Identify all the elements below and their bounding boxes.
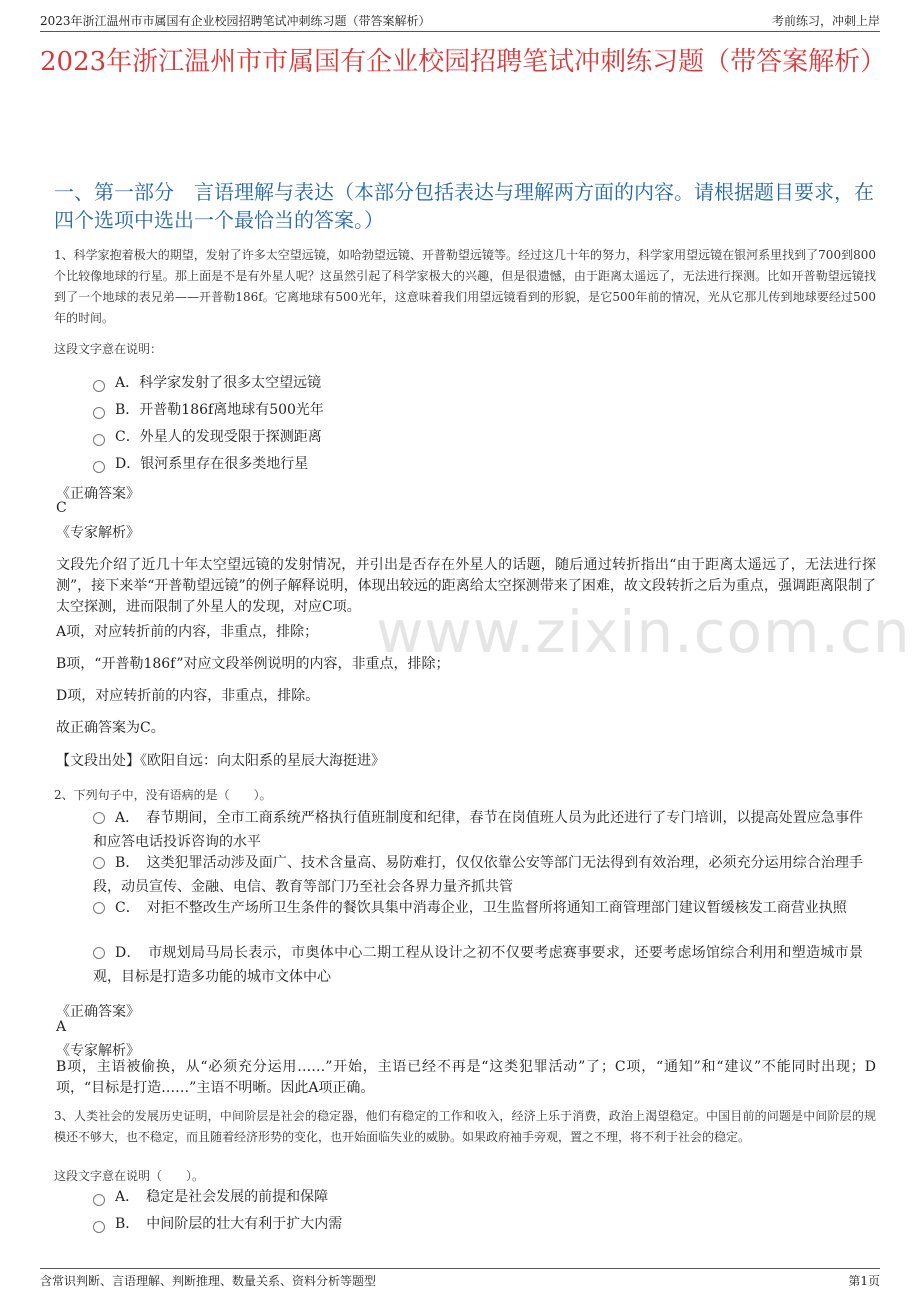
option-label: C． 对拒不整改生产场所卫生条件的餐饮具集中消毒企业，卫生监督所将通知工商管理部门建议暂缓核发工商营业执照 [115,900,847,916]
q2-option-d[interactable] [93,941,863,989]
section-heading: 一、第一部分 言语理解与表达（本部分包括表达与理解两方面的内容。请根据题目要求，在四个选项中选出一个最恰当的答案。） [54,180,874,232]
radio-icon[interactable] [93,434,105,446]
q2-option-a[interactable] [93,806,863,854]
q1-prompt: 这段文字意在说明： [54,342,163,356]
radio-icon[interactable] [93,380,105,392]
q3-option-a[interactable] [93,1186,328,1206]
q1-analysis-a: A项，对应转折前的内容，非重点，排除； [56,624,319,640]
page-title: 2023年浙江温州市市属国有企业校园招聘笔试冲刺练习题（带答案解析） [40,47,887,77]
running-header-title: 2023年浙江温州市市属国有企业校园招聘笔试冲刺练习题（带答案解析） [40,14,431,28]
footer-divider [40,1268,880,1269]
q2-answer-label: 《正确答案》 [56,1004,140,1020]
q2-stem: 2、下列句子中，没有语病的是（ ）。 [54,788,272,802]
running-header-slogan: 考前练习，冲刺上岸 [771,14,880,28]
q3-prompt: 这段文字意在说明（ ）。 [54,1169,205,1183]
q1-answer-label: 《正确答案》 [56,486,140,502]
radio-icon[interactable] [93,857,105,869]
q1-option-c[interactable] [93,426,322,446]
option-label: A． 稳定是社会发展的前提和保障 [115,1189,329,1205]
q1-option-d[interactable] [93,453,308,473]
option-label: C．外星人的发现受限于探测距离 [115,429,322,445]
q1-answer: C [56,500,67,516]
q1-option-a[interactable] [93,372,321,392]
q1-option-b[interactable] [93,399,324,419]
option-label: B．开普勒186f离地球有500光年 [115,402,324,418]
option-label: D． 市规划局马局长表示，市奥体中心二期工程从设计之初不仅要考虑赛事要求，还要考虑场馆综合利用和塑造城市景观，目标是打造多功能的城市文体中心 [93,945,863,985]
q3-stem: 3、人类社会的发展历史证明，中间阶层是社会的稳定器，他们有稳定的工作和收入，经济上乐于消费，政治上渴望稳定。中国目前的问题是中间阶层的规模还不够大，也不稳定，而且随着经济形势的变化，也开始面临失业的威胁。如果政府袖手旁观，置之不理，将不利于社会的稳定。 [54,1109,876,1144]
option-label: B． 中间阶层的壮大有利于扩大内需 [115,1216,343,1232]
radio-icon[interactable] [93,1194,105,1206]
q2-answer: A [56,1019,67,1035]
radio-icon[interactable] [93,407,105,419]
radio-icon[interactable] [93,902,105,914]
page-number: 第1页 [848,1274,880,1288]
option-label: B． 这类犯罪活动涉及面广、技术含量高、易防难打，仅仅依靠公安等部门无法得到有效治理，必须充分运用综合治理手段，动员宣传、金融、电信、教育等部门乃至社会各界力量齐抓共管 [93,855,863,895]
radio-icon[interactable] [93,947,105,959]
radio-icon[interactable] [93,461,105,473]
q3-option-b[interactable] [93,1213,342,1233]
q2-option-b[interactable] [93,851,863,899]
watermark: www.zixin.com.cn [376,598,911,666]
q1-analysis-d: D项，对应转折前的内容，非重点，排除。 [56,688,320,704]
option-label: A． 春节期间，全市工商系统严格执行值班制度和纪律，春节在岗值班人员为此还进行了专门培训，以提高处置应急事件和应答电话投诉咨询的水平 [93,810,863,850]
q1-stem: 1、科学家抱着极大的期望，发射了许多太空望远镜，如哈勃望远镜、开普勒望远镜等。经过这几十年的努力，科学家用望远镜在银河系里找到了700到800个比较像地球的行星。那上面是不是有外星人呢？这虽然引起了科学家极大的兴趣，但是很遗憾，由于距离太遥远了，无法进行探测。比如开普勒望远镜找到了一个地球的表兄弟——开普勒186f。它离地球有500光年，这意味着我们用望远镜看到的形貌，是它500年前的情况，光从它那儿传到地球要经过500年的时间。 [54,248,876,325]
q1-analysis-conclusion: 故正确答案为C。 [56,720,165,736]
radio-icon[interactable] [93,812,105,824]
q1-analysis-para: 文段先介绍了近几十年太空望远镜的发射情况，并引出是否存在外星人的话题，随后通过转折指出“由于距离太遥远了，无法进行探测”，接下来举“开普勒望远镜”的例子解释说明，体现出较远的距离给太空探测带来了困难，故文段转折之后为重点，强调距离限制了太空探测，进而限制了外星人的发现，对应C项。 [56,557,876,615]
option-label: A．科学家发射了很多太空望远镜 [115,375,322,391]
q1-source: 【文段出处】《欧阳自远：向太阳系的星辰大海挺进》 [56,753,385,769]
q2-option-c[interactable] [93,896,863,920]
q1-analysis-label: 《专家解析》 [56,525,140,541]
q2-analysis: B项，主语被偷换，从“必须充分运用……”开始，主语已经不再是“这类犯罪活动”了；C项，“通知”和“建议”不能同时出现；D项，“目标是打造……”主语不明晰。因此A项正确。 [56,1059,876,1096]
radio-icon[interactable] [93,1221,105,1233]
header-divider [40,31,880,32]
q1-analysis-b: B项，“开普勒186f”对应文段举例说明的内容，非重点，排除； [56,656,450,672]
option-label: D．银河系里存在很多类地行星 [115,456,309,472]
q2-analysis-label: 《专家解析》 [56,1043,140,1059]
footer-note: 含常识判断、言语理解、判断推理、数量关系、资料分析等题型 [40,1274,377,1288]
